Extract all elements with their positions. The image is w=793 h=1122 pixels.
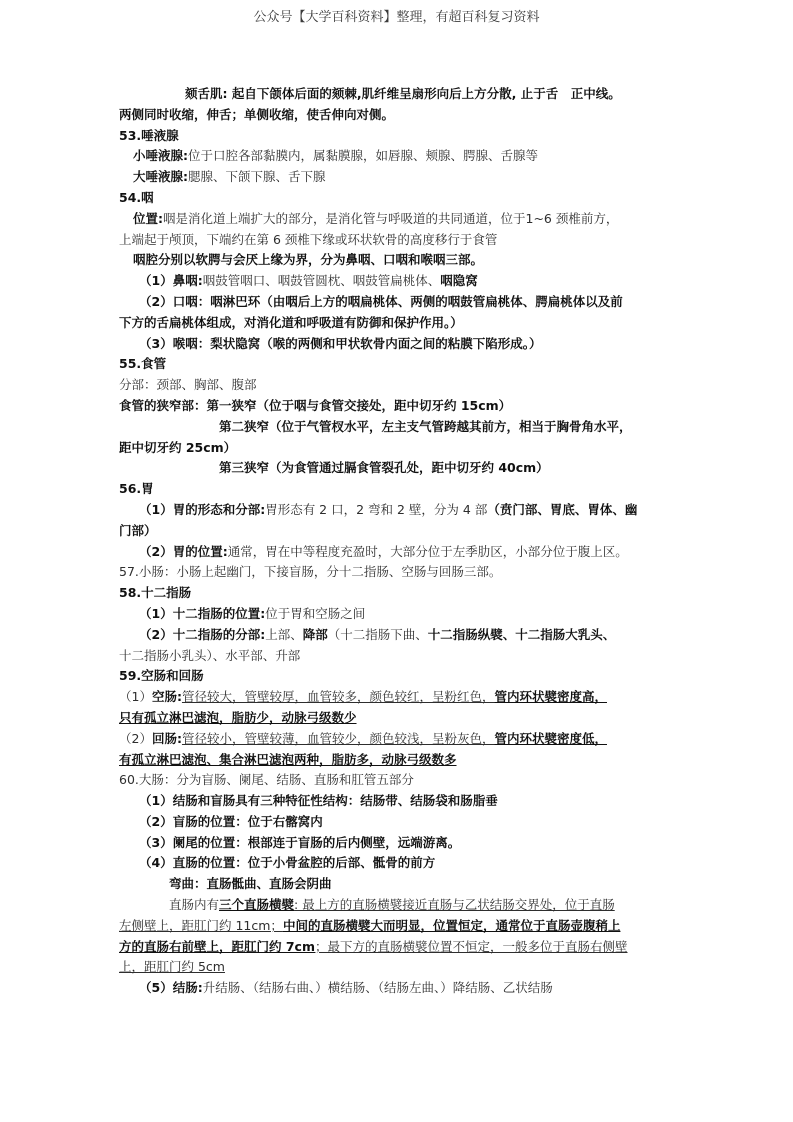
text: : 起自下颌体后面的颏棘,肌纤维呈扇形向后上方分散, 止于舌 正中线。 [222, 86, 621, 101]
text: （2）盲肠的位置：位于右髂窝内 [139, 813, 323, 829]
text: 咽腔分别以软腭与会厌上缘为界，分为鼻咽、口咽和喉咽三部。 [133, 252, 484, 268]
paragraph [119, 167, 675, 188]
text: 57.小肠：小肠上起幽门，下接盲肠，分十二指肠、空肠与回肠三部。 [119, 564, 502, 580]
paragraph [119, 604, 675, 625]
text: （4）直肠的位置：位于小骨盆腔的后部、骶骨的前方 [139, 855, 436, 871]
text: 十二指肠小乳头）、水平部、升部 [119, 647, 301, 663]
term: 大唾液腺: [133, 169, 188, 185]
text-bold: 十二指肠纵襞、十二指肠大乳头、 [427, 626, 616, 642]
text: 位于胃和空肠之间 [265, 605, 366, 621]
text: 胃形态有 2 口，2 弯和 2 壁，分为 4 部 [265, 501, 488, 517]
section-heading [119, 354, 675, 375]
heading-text: 55.食管 [119, 356, 167, 372]
text: 两侧同时收缩，伸舌；单侧收缩，使舌伸向对侧。 [119, 106, 395, 122]
heading-text: 54.咽 [119, 189, 154, 205]
term: 位置: [133, 210, 163, 226]
text: （3）喉咽：梨状隐窝（喉的两侧和甲状软骨内面之间的粘膜下陷形成。） [139, 335, 542, 351]
text-underlined: 管径较大，管壁较厚，血管较多，颜色较红，呈粉红色， [181, 689, 495, 705]
text-underlined: : 最上方的直肠横襞接近直肠与乙状结肠交界处，位于直肠 [294, 897, 615, 913]
paragraph [119, 500, 675, 521]
paragraph [119, 625, 675, 646]
paragraph [119, 84, 675, 105]
text: 上部、 [265, 626, 303, 642]
paragraph [119, 292, 675, 313]
text-underlined: 管径较小，管壁较薄，血管较少，颜色较浅，呈粉灰色， [181, 730, 495, 746]
text-bold-underlined: 中间的直肠横襞大而明显，位置恒定，通常位于直肠壶腹稍上 [282, 917, 621, 933]
section-heading [119, 666, 675, 687]
text: 通常，胃在中等程度充盈时，大部分位于左季肋区，小部分位于腹上区。 [227, 543, 628, 559]
paragraph [119, 791, 675, 812]
paragraph [119, 438, 675, 459]
section-heading [119, 188, 675, 209]
paragraph [119, 562, 675, 583]
paragraph [119, 105, 675, 126]
paragraph [119, 770, 675, 791]
term: （2）胃的位置: [139, 543, 228, 559]
text: 第二狭窄（位于气管杈水平，左主支气管跨越其前方，相当于胸骨角水平， [219, 418, 632, 434]
text: 分部：颈部、胸部、腹部 [119, 377, 257, 393]
text-bold-underlined: 有孤立淋巴滤泡、集合淋巴滤泡两种，脂肪多，动脉弓级数多 [119, 751, 457, 767]
paragraph [119, 396, 675, 417]
text: 门部） [119, 522, 157, 538]
text: 食管的狭窄部：第一狭窄（位于咽与食管交接处，距中切牙约 15cm） [119, 397, 512, 413]
section-heading [119, 126, 675, 147]
text: 升结肠、（结肠右曲、）横结肠、（结肠左曲、）降结肠、乙状结肠 [202, 980, 553, 996]
text: 咽是消化道上端扩大的部分，是消化管与呼吸道的共同通道，位于1~6 颈椎前方， [163, 210, 619, 226]
text: 位于口腔各部黏膜内，属黏膜腺，如唇腺、颊腺、腭腺、舌腺等 [188, 148, 539, 164]
text: 弯曲：直肠骶曲、直肠会阴曲 [169, 876, 332, 892]
text: 上端起于颅顶，下端约在第 6 颈椎下缘或环状软骨的高度移行于食管 [119, 231, 498, 247]
term: 回肠: [151, 730, 182, 746]
term: （5）结肠: [139, 980, 203, 996]
paragraph [119, 146, 675, 167]
term: （1）鼻咽: [139, 273, 203, 289]
heading-text: 58.十二指肠 [119, 585, 192, 601]
text-bold-underlined: 管内环状襞密度低， [494, 730, 607, 746]
paragraph [119, 542, 675, 563]
section-heading [119, 479, 675, 500]
text: 咽鼓管咽口、咽鼓管圆枕、咽鼓管扁桃体、 [202, 273, 441, 289]
text: 腮腺、下颌下腺、舌下腺 [188, 169, 326, 185]
paragraph [119, 729, 675, 750]
term: （2）十二指肠的分部: [139, 626, 266, 642]
paragraph [119, 957, 675, 978]
text-bold: （贲门部、胃底、胃体、幽 [487, 501, 638, 517]
term: 颏舌肌 [185, 86, 223, 101]
paragraph [119, 833, 675, 854]
text-underlined: 左侧壁上，距肛门约 11cm； [119, 917, 283, 933]
paragraph [119, 271, 675, 292]
text: 60.大肠：分为盲肠、阑尾、结肠、直肠和肛管五部分 [119, 772, 414, 788]
paragraph [119, 375, 675, 396]
text: （2）口咽：咽淋巴环（由咽后上方的咽扁桃体、两侧的咽鼓管扁桃体、腭扁桃体以及前 [139, 293, 623, 309]
paragraph [119, 458, 675, 479]
heading-text: 59.空肠和回肠 [119, 668, 204, 684]
text-bold-underlined: 管内环状襞密度高， [494, 689, 607, 705]
paragraph [119, 417, 675, 438]
paragraph [119, 937, 675, 958]
text: （十二指肠下曲、 [327, 626, 428, 642]
text: 第三狭窄（为食管通过膈食管裂孔处，距中切牙约 40cm） [219, 460, 549, 476]
text: （1）结肠和盲肠具有三种特征性结构：结肠带、结肠袋和肠脂垂 [139, 793, 498, 809]
section-heading [119, 583, 675, 604]
paragraph [119, 646, 675, 667]
paragraph [119, 250, 675, 271]
text-bold: 咽隐窝 [440, 273, 478, 289]
term: （1）胃的形态和分部: [139, 501, 266, 517]
text: 直肠内有 [169, 897, 220, 913]
paragraph [119, 978, 675, 999]
heading-text: 56.胃 [119, 481, 154, 497]
paragraph [119, 708, 675, 729]
text: （2） [119, 730, 152, 746]
term: （1）十二指肠的位置: [139, 605, 266, 621]
text-bold-underlined: 三个直肠横襞 [219, 897, 295, 913]
text: 下方的舌扁桃体组成，对消化道和呼吸道有防御和保护作用。） [119, 314, 463, 330]
paragraph [119, 334, 675, 355]
text-underlined: ；最下方的直肠横襞位置不恒定，一般多位于直肠右侧壁 [315, 938, 628, 954]
paragraph [119, 853, 675, 874]
paragraph [119, 874, 675, 895]
text: （1） [119, 689, 152, 705]
paragraph [119, 209, 675, 230]
paragraph [119, 812, 675, 833]
paragraph [119, 750, 675, 771]
document-body [119, 84, 675, 999]
paragraph [119, 230, 675, 251]
term: 小唾液腺: [133, 148, 188, 164]
page-header: 公众号【大学百科资料】整理，有超百科复习资料 [253, 10, 540, 25]
text: （3）阑尾的位置：根部连于盲肠的后内侧壁，远端游离。 [139, 834, 461, 850]
term: 空肠: [151, 689, 182, 705]
paragraph [119, 916, 675, 937]
paragraph [119, 313, 675, 334]
paragraph [119, 687, 675, 708]
text-bold-underlined: 只有孤立淋巴滤泡，脂肪少，动脉弓级数少 [119, 709, 357, 725]
text-bold: 降部 [302, 626, 328, 642]
paragraph [119, 521, 675, 542]
text-bold-underlined: 方的直肠右前壁上，距肛门约 7cm [119, 938, 315, 954]
heading-text: 53.唾液腺 [119, 127, 179, 143]
text-underlined: 上，距肛门约 5cm [119, 959, 225, 975]
paragraph [119, 895, 675, 916]
text: 距中切牙约 25cm） [119, 439, 237, 455]
